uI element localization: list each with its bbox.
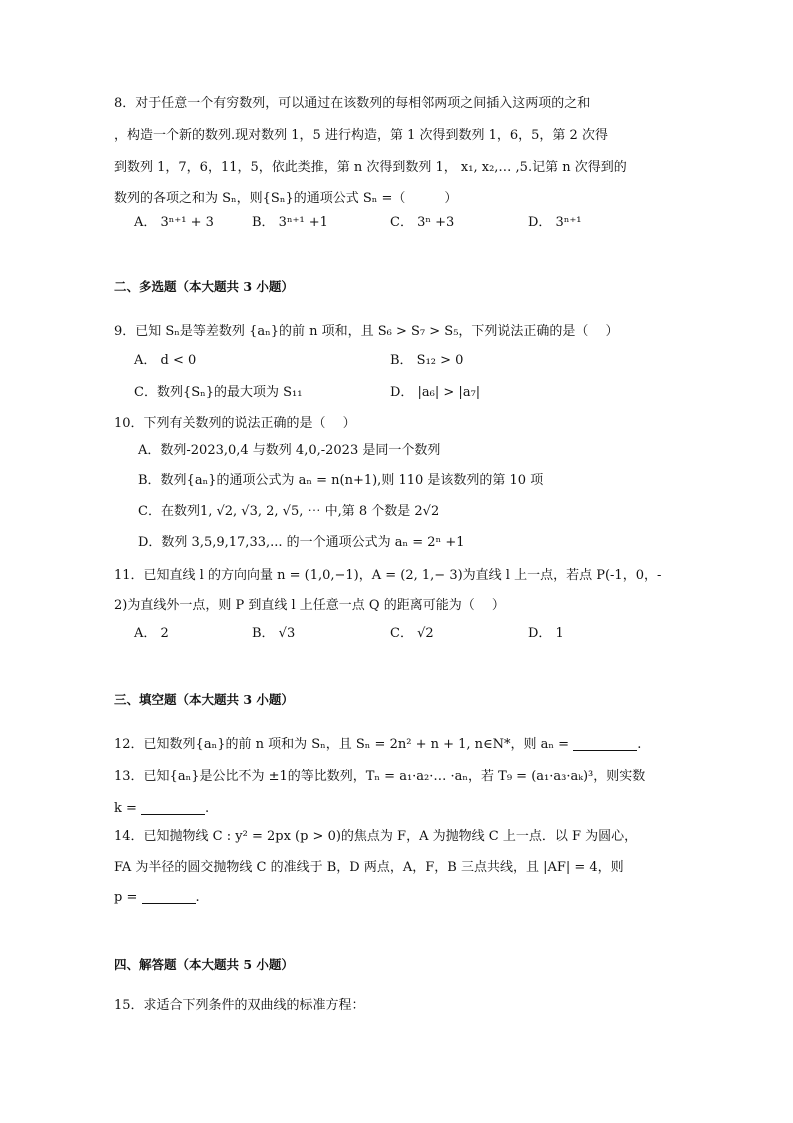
q9-option-b: B． S₁₂ > 0	[390, 353, 464, 368]
q10-option-d: D．数列 3,5,9,17,33,... 的一个通项公式为 aₙ = 2ⁿ +1	[138, 535, 465, 550]
q8-line-1: 8．对于任意一个有穷数列，可以通过在该数列的每相邻两项之间插入这两项的之和	[114, 96, 591, 111]
q13-answer-blank[interactable]	[141, 800, 205, 815]
q11-option-d: D． 1	[528, 626, 564, 641]
q10-option-c: C．在数列1, √2, √3, 2, √5, ⋯ 中,第 8 个数是 2√2	[138, 504, 440, 519]
q14-p-label: p =	[114, 890, 138, 905]
section-solution-title: 四、解答题（本大题共 5 小题）	[114, 957, 294, 972]
q10-option-b: B．数列{aₙ}的通项公式为 aₙ = n(n+1),则 110 是该数列的第 10 项	[138, 473, 544, 488]
section-fill-blank-title: 三、填空题（本大题共 3 小题）	[114, 692, 294, 707]
q13-line-2	[114, 799, 684, 819]
q9-option-d: D． |a₆| > |a₇|	[390, 385, 481, 400]
q11-option-c: C． √2	[390, 626, 434, 641]
q10-stem: 10．下列有关数列的说法正确的是（ ）	[114, 416, 356, 431]
q11-option-a: A． 2	[134, 626, 169, 641]
q14-line-3	[114, 888, 684, 908]
q14-line-2: FA 为半径的圆交抛物线 C 的准线于 B，D 两点，A，F，B 三点共线，且 |AF| = 4，则	[114, 860, 624, 875]
q12-line	[114, 735, 684, 755]
q8-line-4: 数列的各项之和为 Sₙ，则{Sₙ}的通项公式 Sₙ =（ ）	[114, 191, 458, 206]
q14-answer-blank[interactable]	[142, 889, 196, 904]
q11-line-1: 11．已知直线 l 的方向向量 n = (1,0,−1)，A = (2, 1,− 3)为直线 l 上一点，若点 P(-1，0，-	[114, 568, 662, 583]
q8-option-d: D． 3ⁿ⁺¹	[528, 215, 582, 230]
q11-option-b: B． √3	[252, 626, 296, 641]
q14-end: .	[195, 890, 200, 905]
q8-line-3: 到数列 1，7，6，11，5，依此类推，第 n 次得到数列 1， x₁, x₂,… ,5.记第 n 次得到的	[114, 160, 627, 175]
q8-option-a: A． 3ⁿ⁺¹ + 3	[134, 215, 214, 230]
q13-k-label: k =	[114, 801, 137, 816]
q12-end: .	[637, 737, 642, 752]
section-multiple-choice-title: 二、多选题（本大题共 3 小题）	[114, 279, 294, 294]
q15-stem: 15．求适合下列条件的双曲线的标准方程：	[114, 998, 365, 1013]
q8-option-c: C． 3ⁿ +3	[390, 215, 455, 230]
q10-option-a: A．数列-2023,0,4 与数列 4,0,-2023 是同一个数列	[138, 443, 441, 458]
q8-line-2: ，构造一个新的数列.现对数列 1，5 进行构造，第 1 次得到数列 1，6，5，第 2 次得	[114, 128, 608, 143]
q8-option-b: B． 3ⁿ⁺¹ +1	[252, 215, 328, 230]
q11-line-2: 2)为直线外一点，则 P 到直线 l 上任意一点 Q 的距离可能为（ ）	[114, 598, 505, 613]
q9-option-c: C．数列{Sₙ}的最大项为 S₁₁	[134, 385, 303, 400]
q14-line-1: 14．已知抛物线 C : y² = 2px (p > 0)的焦点为 F，A 为抛物线 C 上一点．以 F 为圆心，	[114, 829, 638, 844]
q13-end: .	[205, 801, 210, 816]
q13-line-1: 13．已知{aₙ}是公比不为 ±1的等比数列，Tₙ = a₁·a₂·… ·aₙ，若 T₉ = (a₁·a₃·aₖ)³，则实数	[114, 769, 646, 784]
q9-option-a: A． d < 0	[134, 353, 197, 368]
q9-stem: 9．已知 Sₙ是等差数列 {aₙ}的前 n 项和，且 S₆ > S₇ > S₅，下列说法正确的是（ ）	[114, 324, 619, 339]
q12-text: 12．已知数列{aₙ}的前 n 项和为 Sₙ，且 Sₙ = 2n² + n + 1, n∈N*，则 aₙ =	[114, 737, 570, 752]
q12-answer-blank[interactable]	[573, 736, 637, 751]
